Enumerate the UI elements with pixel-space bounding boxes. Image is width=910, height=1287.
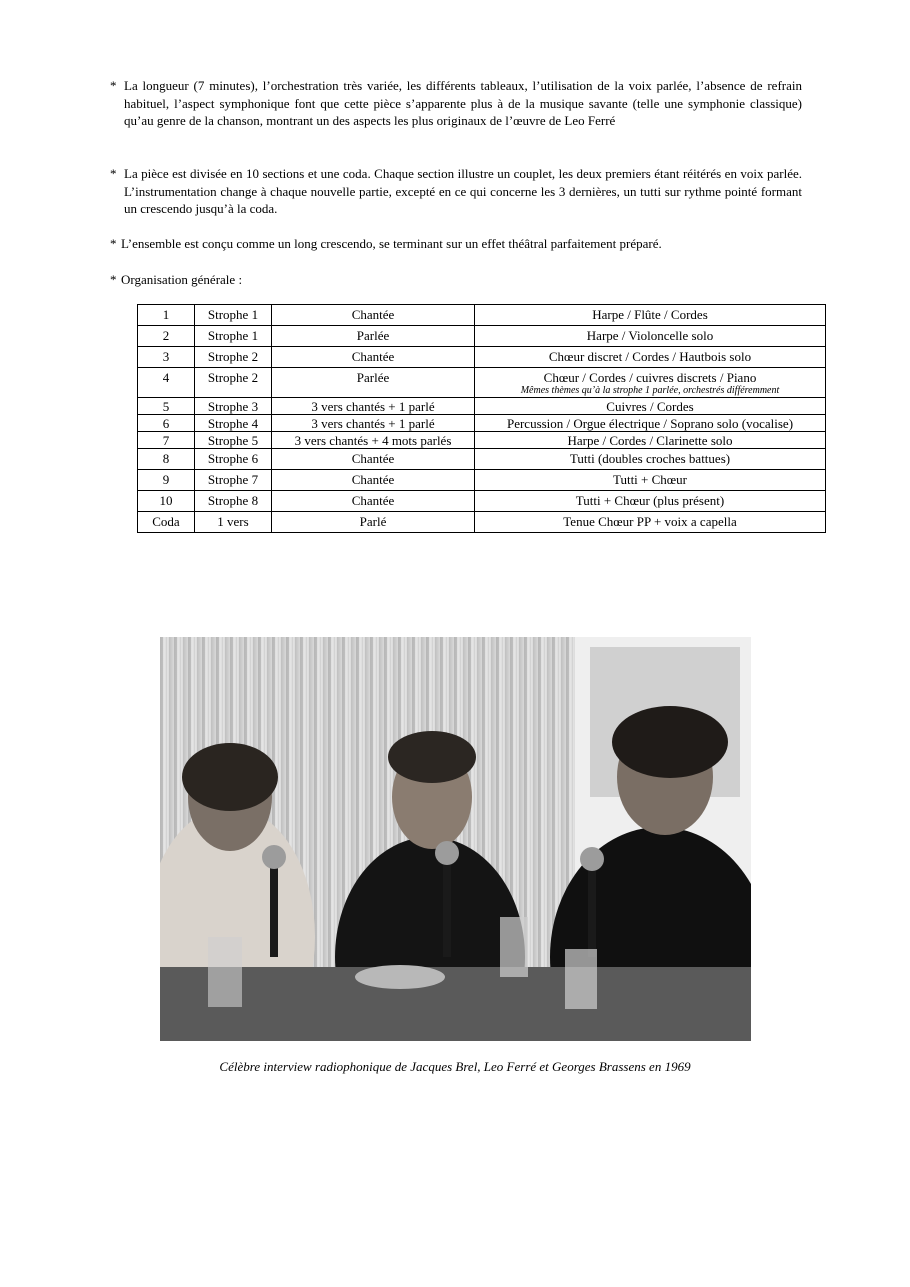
paragraph-text: L’ensemble est conçu comme un long crescendo, se terminant sur un effet théâtral parfaitement préparé.: [121, 236, 662, 251]
instrumentation-cell: [475, 305, 826, 326]
bullet-star: *: [110, 78, 117, 93]
mode-cell-text: Chantée: [351, 493, 395, 508]
mode-cell-text: Parlée: [356, 328, 390, 343]
section-number-cell-text: 8: [162, 451, 170, 466]
section-number-cell-text: 1: [162, 307, 170, 322]
mode-cell-text: Parlé: [359, 514, 387, 529]
instrumentation-cell-text: Harpe / Violoncelle solo: [586, 328, 714, 343]
section-number-cell-text: 10: [159, 493, 173, 508]
mode-cell-text: Parlée: [356, 370, 390, 385]
strophe-cell-text: Strophe 1: [207, 328, 259, 343]
strophe-cell-text: Strophe 5: [207, 433, 259, 448]
photo-image: [160, 637, 751, 1041]
section-number-cell-text: 6: [162, 416, 170, 431]
interview-photo: [160, 637, 751, 1041]
strophe-cell: [195, 415, 272, 432]
strophe-cell-text: Strophe 2: [207, 349, 259, 364]
table-row: [138, 368, 826, 398]
section-number-cell-text: 2: [162, 328, 170, 343]
section-number-cell: [138, 326, 195, 347]
strophe-cell: [195, 432, 272, 449]
instrumentation-cell-text: Tutti (doubles croches battues): [569, 451, 731, 466]
strophe-cell-text: Strophe 3: [207, 399, 259, 414]
section-number-cell: [138, 470, 195, 491]
table-row: [138, 415, 826, 432]
instrumentation-cell: [475, 470, 826, 491]
strophe-cell: [195, 449, 272, 470]
mode-cell: [272, 449, 475, 470]
instrumentation-cell-text: Harpe / Cordes / Clarinette solo: [567, 433, 733, 448]
bullet-star: *: [110, 236, 117, 251]
strophe-cell-text: Strophe 1: [207, 307, 259, 322]
mode-cell-text: 3 vers chantés + 1 parlé: [311, 399, 435, 414]
strophe-cell: [195, 326, 272, 347]
section-number-cell: [138, 512, 195, 533]
mode-cell: [272, 415, 475, 432]
photo-caption: Célèbre interview radiophonique de Jacques Brel, Leo Ferré et Georges Brassens en 1969: [219, 1059, 691, 1074]
mode-cell-text: 3 vers chantés + 4 mots parlés: [294, 433, 452, 448]
instrumentation-cell: [475, 491, 826, 512]
section-number-cell: [138, 415, 195, 432]
bullet-star: *: [110, 272, 117, 287]
section-number-cell: [138, 305, 195, 326]
organisation-table: [137, 304, 826, 533]
mode-cell: [272, 491, 475, 512]
instrumentation-cell-text: Tutti + Chœur (plus présent): [575, 493, 725, 508]
strophe-cell-text: Strophe 6: [207, 451, 259, 466]
instrumentation-cell: [475, 432, 826, 449]
strophe-cell-text: Strophe 7: [207, 472, 259, 487]
strophe-cell: [195, 368, 272, 398]
mode-cell: [272, 326, 475, 347]
instrumentation-cell-text: Tutti + Chœur: [612, 472, 688, 487]
section-number-cell: [138, 491, 195, 512]
mode-cell: [272, 432, 475, 449]
paragraph-crescendo: [110, 235, 802, 253]
instrumentation-cell-text: Chœur discret / Cordes / Hautbois solo: [548, 349, 752, 364]
mode-cell: [272, 347, 475, 368]
table-row: [138, 398, 826, 415]
mode-cell-text: Chantée: [351, 307, 395, 322]
section-number-cell-text: 4: [162, 370, 170, 385]
strophe-cell: [195, 347, 272, 368]
paragraph-length: [110, 77, 802, 130]
table-row: [138, 449, 826, 470]
strophe-cell: [195, 470, 272, 491]
paragraph-text: Organisation générale :: [121, 272, 243, 287]
strophe-cell-text: Strophe 8: [207, 493, 259, 508]
bullet-star: *: [110, 166, 117, 181]
mode-cell-text: 3 vers chantés + 1 parlé: [311, 416, 435, 431]
strophe-cell-text: Strophe 4: [207, 416, 259, 431]
strophe-cell: [195, 305, 272, 326]
instrumentation-cell: [475, 326, 826, 347]
table-row: [138, 491, 826, 512]
mode-cell: [272, 305, 475, 326]
instrumentation-cell: [475, 512, 826, 533]
mode-cell-text: Chantée: [351, 472, 395, 487]
paragraph-sections: [110, 165, 802, 218]
table-row: [138, 470, 826, 491]
instrumentation-cell: [475, 398, 826, 415]
mode-cell-text: Chantée: [351, 451, 395, 466]
section-number-cell: [138, 449, 195, 470]
instrumentation-cell-text: Chœur / Cordes / cuivres discrets / Piano: [543, 370, 757, 385]
section-number-cell-text: Coda: [152, 514, 180, 529]
instrumentation-cell: [475, 347, 826, 368]
paragraph-organisation: [110, 271, 802, 289]
section-number-cell-text: 9: [162, 472, 170, 487]
mode-cell: [272, 470, 475, 491]
instrumentation-cell: [475, 368, 826, 398]
mode-cell: [272, 368, 475, 398]
section-number-cell: [138, 347, 195, 368]
table-row: [138, 432, 826, 449]
table-row: [138, 326, 826, 347]
table-row: [138, 512, 826, 533]
section-number-cell-text: 5: [162, 399, 170, 414]
instrumentation-cell-text: Harpe / Flûte / Cordes: [592, 307, 708, 322]
instrumentation-cell-text: Tenue Chœur PP + voix a capella: [563, 514, 737, 529]
strophe-cell: [195, 491, 272, 512]
section-number-cell-text: 3: [162, 349, 170, 364]
instrumentation-cell: [475, 449, 826, 470]
strophe-cell: [195, 398, 272, 415]
instrumentation-cell: [475, 415, 826, 432]
mode-cell: [272, 398, 475, 415]
section-number-cell: [138, 432, 195, 449]
table-row: [138, 347, 826, 368]
strophe-cell-text: Strophe 2: [207, 370, 259, 385]
instrumentation-cell-text: Cuivres / Cordes: [606, 399, 694, 414]
instrumentation-note: Mêmes thèmes qu’à la strophe 1 parlée, orchestrés différemment: [520, 385, 780, 396]
strophe-cell-text: 1 vers: [217, 514, 249, 529]
mode-cell-text: Chantée: [351, 349, 395, 364]
section-number-cell: [138, 398, 195, 415]
paragraph-text: La longueur (7 minutes), l’orchestration très variée, les différents tableaux, l’utilisation de la voix parlée, l’absence de refrain habituel, l’aspect symphonique font que cette pièce s’apparente plus à de la musique savante (telle une symphonie classique) qu’au genre de la chanson, montrant un des aspects les plus originaux de l’œuvre de Leo Ferré: [124, 78, 802, 128]
section-number-cell: [138, 368, 195, 398]
instrumentation-cell-text: Percussion / Orgue électrique / Soprano solo (vocalise): [506, 416, 794, 431]
section-number-cell-text: 7: [162, 433, 170, 448]
mode-cell: [272, 512, 475, 533]
paragraph-text: La pièce est divisée en 10 sections et une coda. Chaque section illustre un couplet, les deux premiers étant réitérés en voix parlée. L’instrumentation change à chaque nouvelle partie, excepté en ce qui concerne les 3 dernières, un tutti sur rythme pointé formant un crescendo jusqu’à la coda.: [124, 166, 802, 216]
strophe-cell: [195, 512, 272, 533]
table-row: [138, 305, 826, 326]
